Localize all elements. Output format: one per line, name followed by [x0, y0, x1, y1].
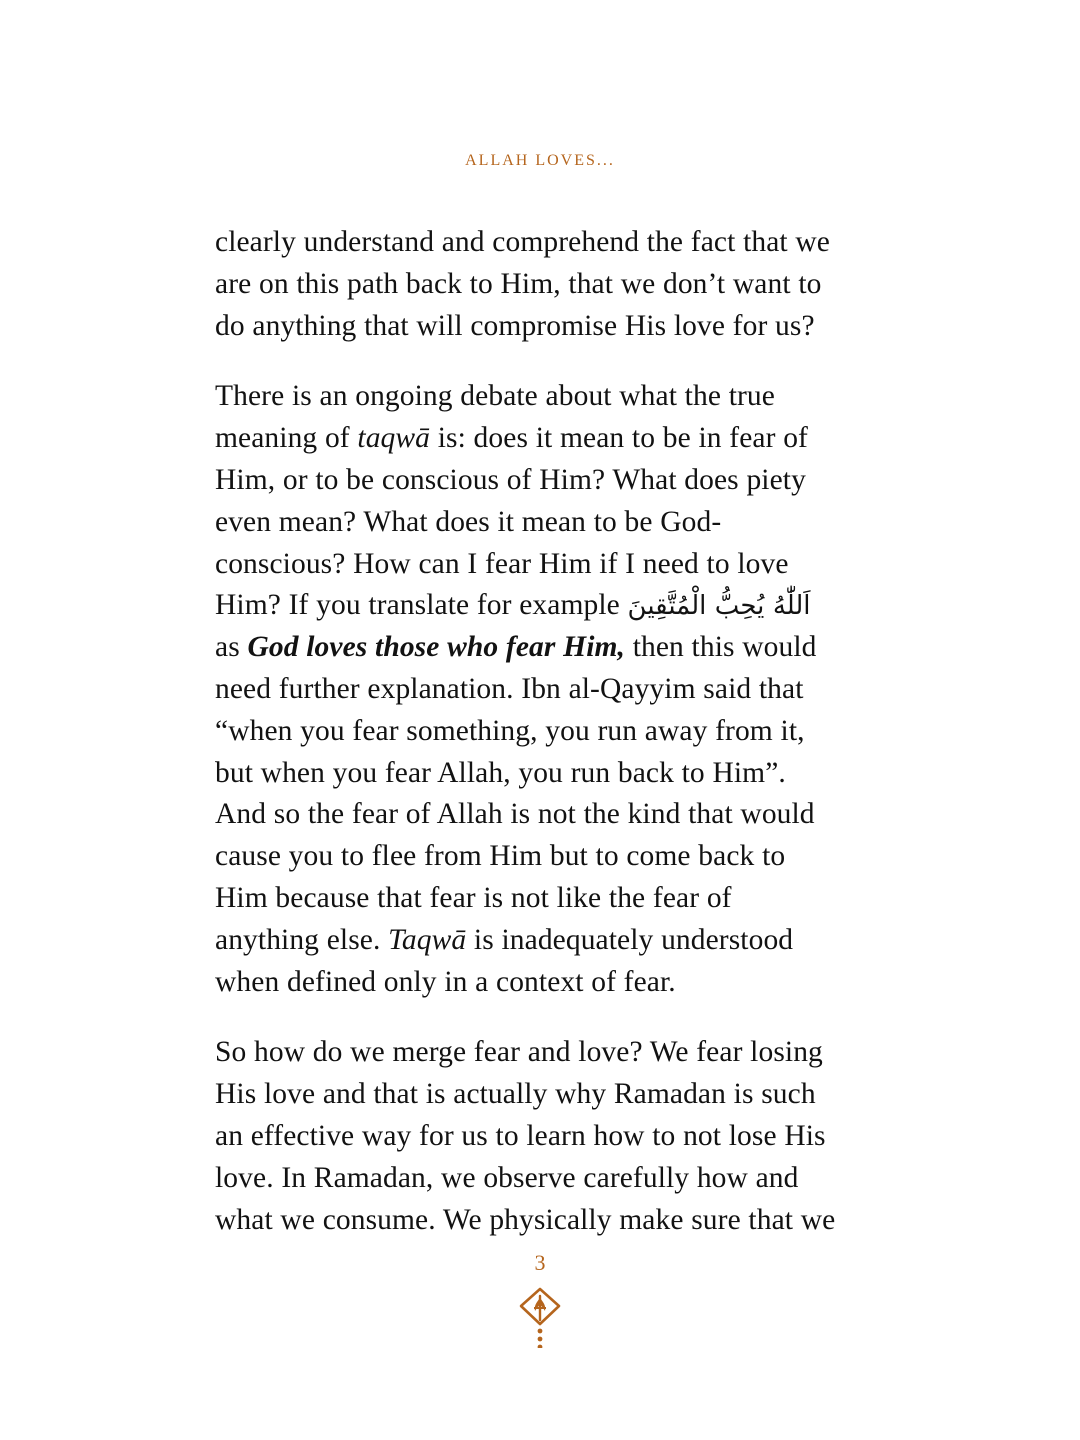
text-run-bold-italic: God loves those who fear Him,: [247, 631, 626, 664]
footer-ornament: [0, 1286, 1080, 1348]
paragraph: clearly understand and comprehend the fact that we are on this path back to Him, that we don’t want to do anything that will compromise His love for us?: [215, 226, 830, 342]
text-run-italic: Taqwā: [388, 923, 467, 956]
running-head: ALLAH LOVES...: [465, 152, 615, 169]
paragraph: There is an ongoing debate about what the true meaning of taqwā is: does it mean to be in fear of Him, or to be conscious of Him? What does piety even mean? What does it mean to be God-conscious? How can I fear Him if I need to love Him? If you translate for example اَللّٰهُ يُحِبُّ الْمُتَّقِينَ as God loves those who fear Him, then this would need further explanation. Ibn al-Qayyim said that “when you fear something, you run away from it, but when you fear Allah, you run back to Him”. And so the fear of Allah is not the kind that would cause you to flee from Him but to come back to Him because that fear is not like the fear of anything else. Taqwā is inadequately understood when defined only in a context of fear.: [215, 380, 817, 998]
body-text-block: [215, 222, 837, 1241]
diamond-fleuron-ornament-icon: [517, 1286, 563, 1348]
paragraph: So how do we merge fear and love? We fear losing His love and that is actually why Ramadan is such an effective way for us to learn how to not lose His love. In Ramadan, we observe carefully how and what we consume. We physically make sure that we: [215, 1036, 836, 1236]
text-run-italic: taqwā: [357, 422, 431, 455]
text-run-arabic: اَللّٰهُ يُحِبُّ الْمُتَّقِينَ: [627, 591, 811, 622]
page-number: 3: [534, 1250, 546, 1275]
